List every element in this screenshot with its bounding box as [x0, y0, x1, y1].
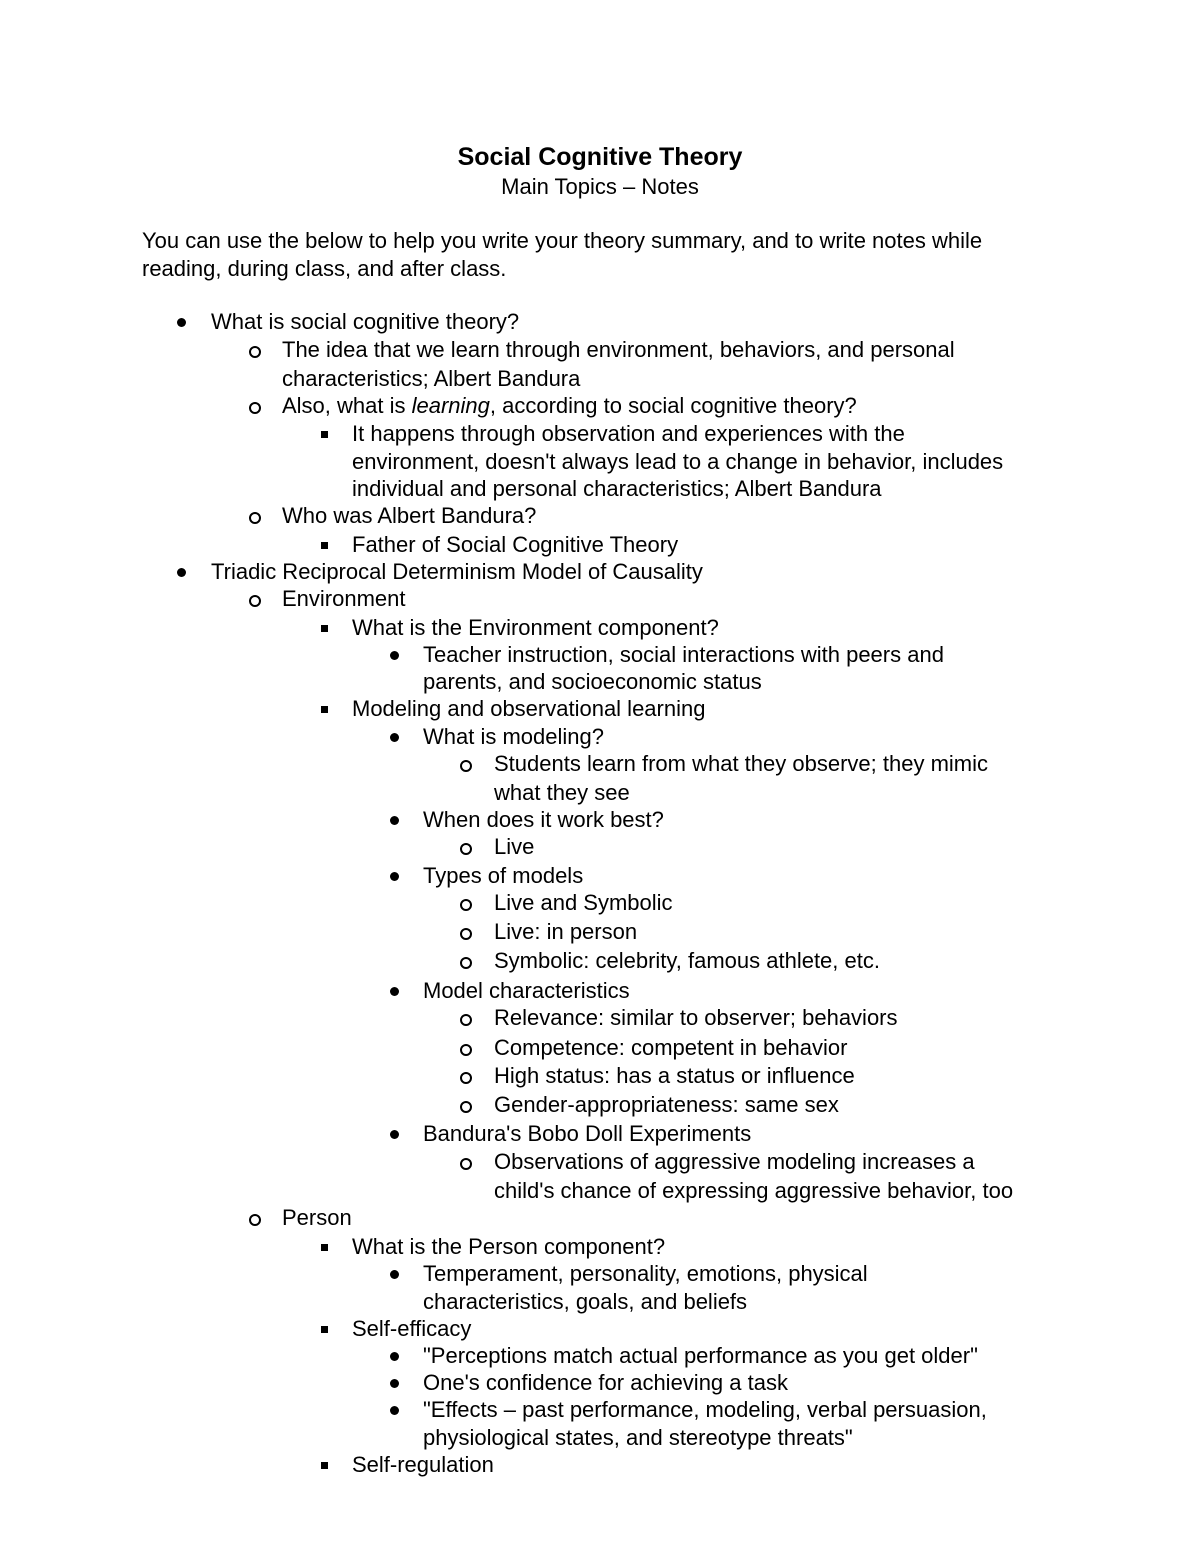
document-title: Social Cognitive Theory [457, 143, 743, 171]
intro-line: reading, during class, and after class. [142, 256, 507, 281]
document-subtitle: Main Topics – Notes [501, 174, 699, 199]
document-page: Social Cognitive Theory Main Topics – Notes You can use the below to help you write your theory summary, and to write notes while reading, during class, and after class. What is social cognitive theory? The idea that we learn through environment, behaviors, and personal characteristics; Albert Bandura Also, what is learning, according to social cognitive theory? It happens through observation and experiences with the environment, doesn't always lead to a change in behavior, includes individual and personal characteristics; Albert Bandura Who was Albert Bandura? Father of Social Cognitive Theory Triadic Reciprocal Determinism Model of Causality Environment What is the Environment component? Teacher instruction, social interactions with peers and parents, and socioeconomic status Modeling and observational learning What is modeling? Students learn from what they observe; they mimic what they see When does it work best? Live Types of models Live and Symbolic Live: in person Symbolic: celebrity, famous athlete, etc. Model characteristics Relevance: similar to observer; behaviors Competence: competent in behavior High status: has a status or influence Gender-appropriateness: same sex Bandura's Bobo Doll Experiments Observations of aggressive modeling increases a child's chance of expressing aggressive behavior, too Person What is the Person component? Temperament, personality, emotions, physical characteristics, goals, and beliefs Self-efficacy "Perceptions match actual performance as you get older" One's confidence for achieving a task "Effects – past performance, modeling, verbal persuasion, physiological states, and stereotype threats" Self-regulation [0, 0, 1200, 1553]
intro-line: You can use the below to help you write your theory summary, and to write notes while [142, 228, 983, 253]
intro-paragraph [142, 227, 1062, 283]
